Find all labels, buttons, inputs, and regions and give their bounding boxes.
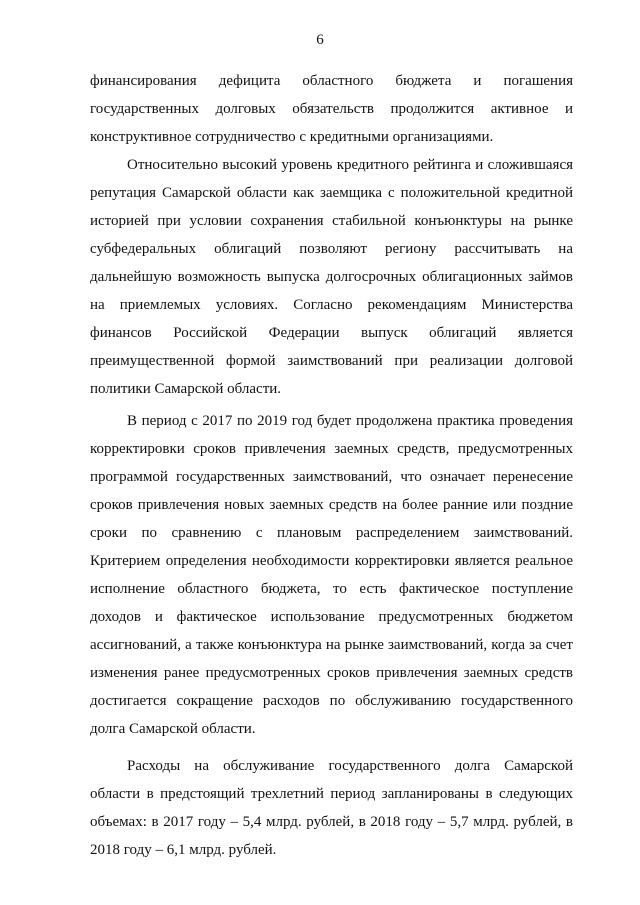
paragraph-2-line-4: субфедеральных облигаций позволяют региону рассчитывать на (90, 241, 573, 257)
paragraph-3-line-9: ассигнований, а также конъюнктура на рынке заимствований, когда за счет (90, 637, 573, 653)
paragraph-3-line-8: доходов и фактическое использование предусмотренных бюджетом (90, 609, 573, 625)
paragraph-3-line-2: корректировки сроков привлечения заемных средств, предусмотренных (90, 441, 573, 457)
paragraph-2-line-6: на приемлемых условиях. Согласно рекомендациям Министерства (90, 297, 573, 313)
paragraph-2-line-7: финансов Российской Федерации выпуск облигаций является (90, 325, 573, 341)
paragraph-1-line-2: государственных долговых обязательств продолжится активное и (90, 101, 573, 117)
paragraph-4-line-4: 2018 году – 6,1 млрд. рублей. (90, 842, 277, 858)
paragraph-2-line-1: Относительно высокий уровень кредитного рейтинга и сложившаяся (127, 157, 573, 173)
paragraph-2-line-2: репутация Самарской области как заемщика с положительной кредитной (90, 185, 573, 201)
paragraph-2-line-5: дальнейшую возможность выпуска долгосрочных облигационных займов (90, 269, 573, 285)
paragraph-3-line-6: Критерием определения необходимости корректировки является реальное (90, 553, 573, 569)
paragraph-2-line-8: преимущественной формой заимствований при реализации долговой (90, 353, 573, 369)
page-number: 6 (316, 32, 324, 48)
paragraph-4-line-2: области в предстоящий трехлетний период запланированы в следующих (90, 786, 573, 802)
paragraph-3-line-7: исполнение областного бюджета, то есть фактическое поступление (90, 581, 573, 597)
paragraph-3-line-5: сроки по сравнению с плановым распределением заимствований. (90, 525, 573, 541)
paragraph-1-line-1: финансирования дефицита областного бюджета и погашения (90, 73, 573, 89)
paragraph-1-line-3: конструктивное сотрудничество с кредитными организациями. (90, 129, 494, 145)
paragraph-4-line-1: Расходы на обслуживание государственного долга Самарской (127, 758, 573, 774)
paragraph-3-line-3: программой государственных заимствований, что означает перенесение (90, 469, 573, 485)
paragraph-3-line-4: сроков привлечения новых заемных средств на более ранние или поздние (90, 497, 573, 513)
paragraph-3-line-12: долга Самарской области. (90, 721, 256, 737)
paragraph-2-line-9: политики Самарской области. (90, 381, 282, 397)
paragraph-2-line-3: историей при условии сохранения стабильной конъюнктуры на рынке (90, 213, 573, 229)
paragraph-4-line-3: объемах: в 2017 году – 5,4 млрд. рублей, в 2018 году – 5,7 млрд. рублей, в (90, 814, 573, 830)
paragraph-3-line-1: В период с 2017 по 2019 год будет продолжена практика проведения (127, 413, 573, 429)
paragraph-3-line-11: достигается сокращение расходов по обслуживанию государственного (90, 693, 573, 709)
paragraph-3-line-10: изменения ранее предусмотренных сроков привлечения заемных средств (90, 665, 573, 681)
